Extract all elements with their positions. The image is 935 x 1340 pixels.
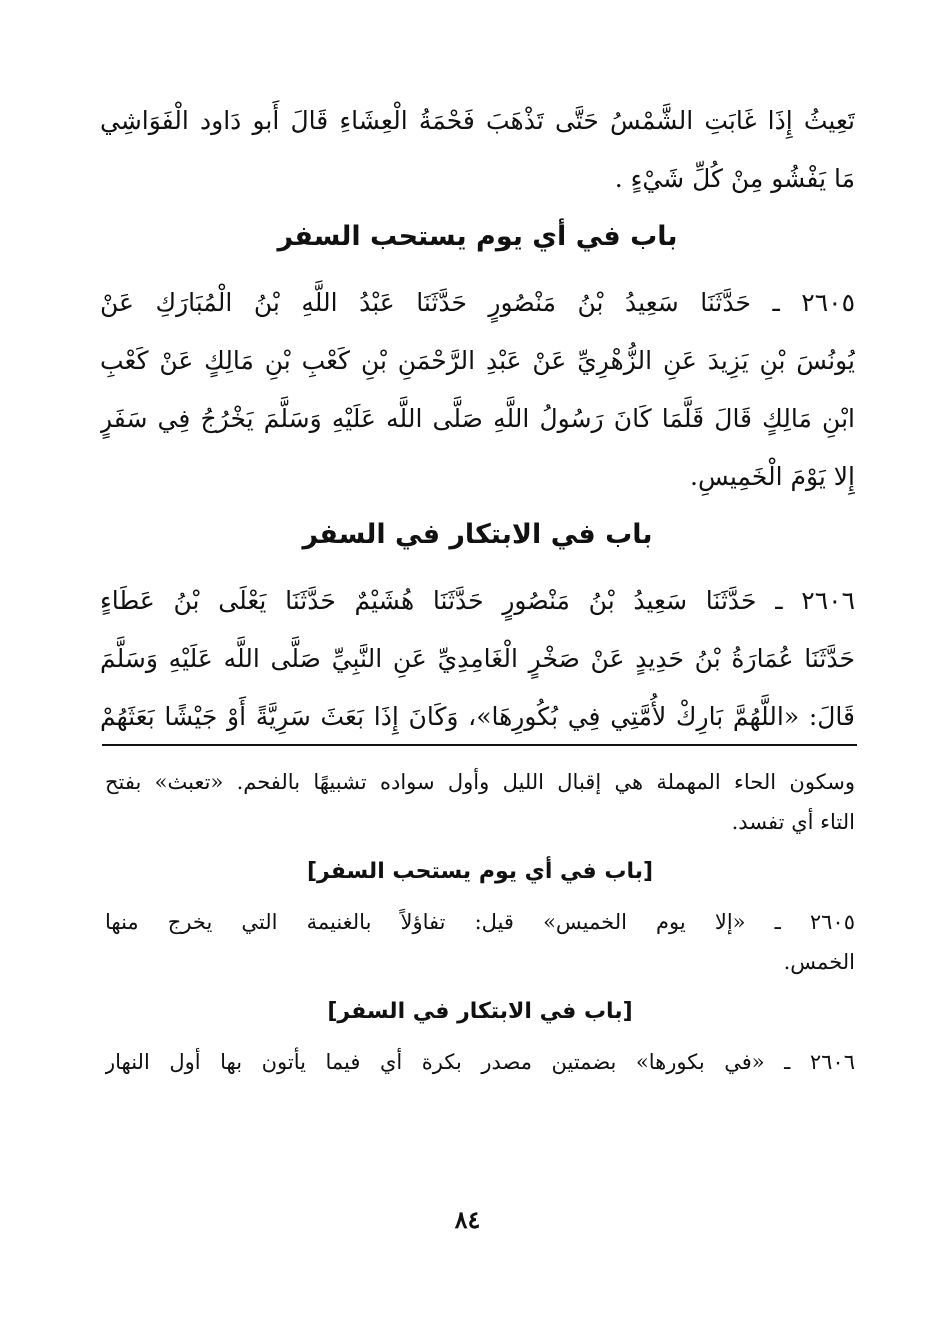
- main-text: [100, 92, 855, 746]
- text-line: ٢٦٠٦ ـ حَدَّثَنَا سَعِيدُ بْنُ مَنْصُورٍ حَدَّثَنَا هُشَيْمٌ حَدَّثَنَا يَعْلَى بْنُ عَطَاءٍ: [100, 586, 855, 615]
- note-heading: [باب في أي يوم يستحب السفر]: [306, 859, 654, 884]
- hadith-2605: [100, 274, 855, 506]
- note-line: التاء أي تفسد.: [731, 810, 855, 834]
- commentary-notes: [105, 762, 855, 1082]
- text-line: قَالَ: «اللَّهُمَّ بَارِكْ لأُمَّتِي فِي بُكُورِهَا»، وَكَانَ إِذَا بَعَثَ سَرِيَّةً أَوْ جَيْشًا بَعَثَهُمْ: [100, 702, 855, 731]
- footnote-divider: [102, 744, 857, 746]
- note-heading: [باب في الابتكار في السفر]: [327, 999, 633, 1024]
- note-line: ٢٦٠٥ ـ «إلا يوم الخميس» قيل: تفاؤلاً بالغنيمة التي يخرج منها: [105, 910, 855, 934]
- text-line: إِلا يَوْمَ الْخَمِيسِ.: [690, 462, 855, 491]
- text-line: ابْنِ مَالِكٍ قَالَ قَلَّمَا كَانَ رَسُولُ اللَّهِ صَلَّى اللَّه عَلَيْهِ وَسَلَّمَ يَخْرُجُ فِي سَفَرٍ: [100, 404, 855, 433]
- note-line: الخمس.: [783, 950, 855, 974]
- text-line: ٢٦٠٥ ـ حَدَّثَنَا سَعِيدُ بْنُ مَنْصُورٍ حَدَّثَنَا عَبْدُ اللَّهِ بْنُ الْمُبَارَكِ عَنْ: [100, 288, 855, 317]
- text-line: مَا يَفْشُو مِنْ كُلِّ شَيْءٍ .: [614, 164, 855, 193]
- note-line: وسكون الحاء المهملة هي إقبال الليل وأول سواده تشبيهًا بالفحم. «تعبث» بفتح: [105, 770, 855, 794]
- chapter-heading: باب في الابتكار في السفر: [302, 519, 653, 550]
- note-line: ٢٦٠٦ ـ «في بكورها» بضمتين مصدر بكرة أي فيما يأتون بها أول النهار: [105, 1050, 855, 1074]
- hadith-2606: [100, 572, 855, 746]
- text-line: حَدَّثَنَا عُمَارَةُ بْنُ حَدِيدٍ عَنْ صَخْرٍ الْغَامِدِيِّ عَنِ النَّبِيِّ صَلَّى اللَّه عَلَيْهِ وَسَلَّمَ: [100, 644, 855, 673]
- text-line: يُونُسَ بْنِ يَزِيدَ عَنِ الزُّهْرِيِّ عَنْ عَبْدِ الرَّحْمَنِ بْنِ كَعْبِ بْنِ مَالِكٍ عَنْ كَعْبِ: [100, 346, 855, 375]
- page-number: ٨٤: [454, 1205, 481, 1234]
- text-line: تَعِيثُ إِذَا غَابَتِ الشَّمْسُ حَتَّى تَذْهَبَ فَحْمَةُ الْعِشَاءِ قَالَ أَبو دَاود الْفَوَاشِي: [100, 106, 855, 135]
- chapter-heading: باب في أي يوم يستحب السفر: [277, 221, 678, 252]
